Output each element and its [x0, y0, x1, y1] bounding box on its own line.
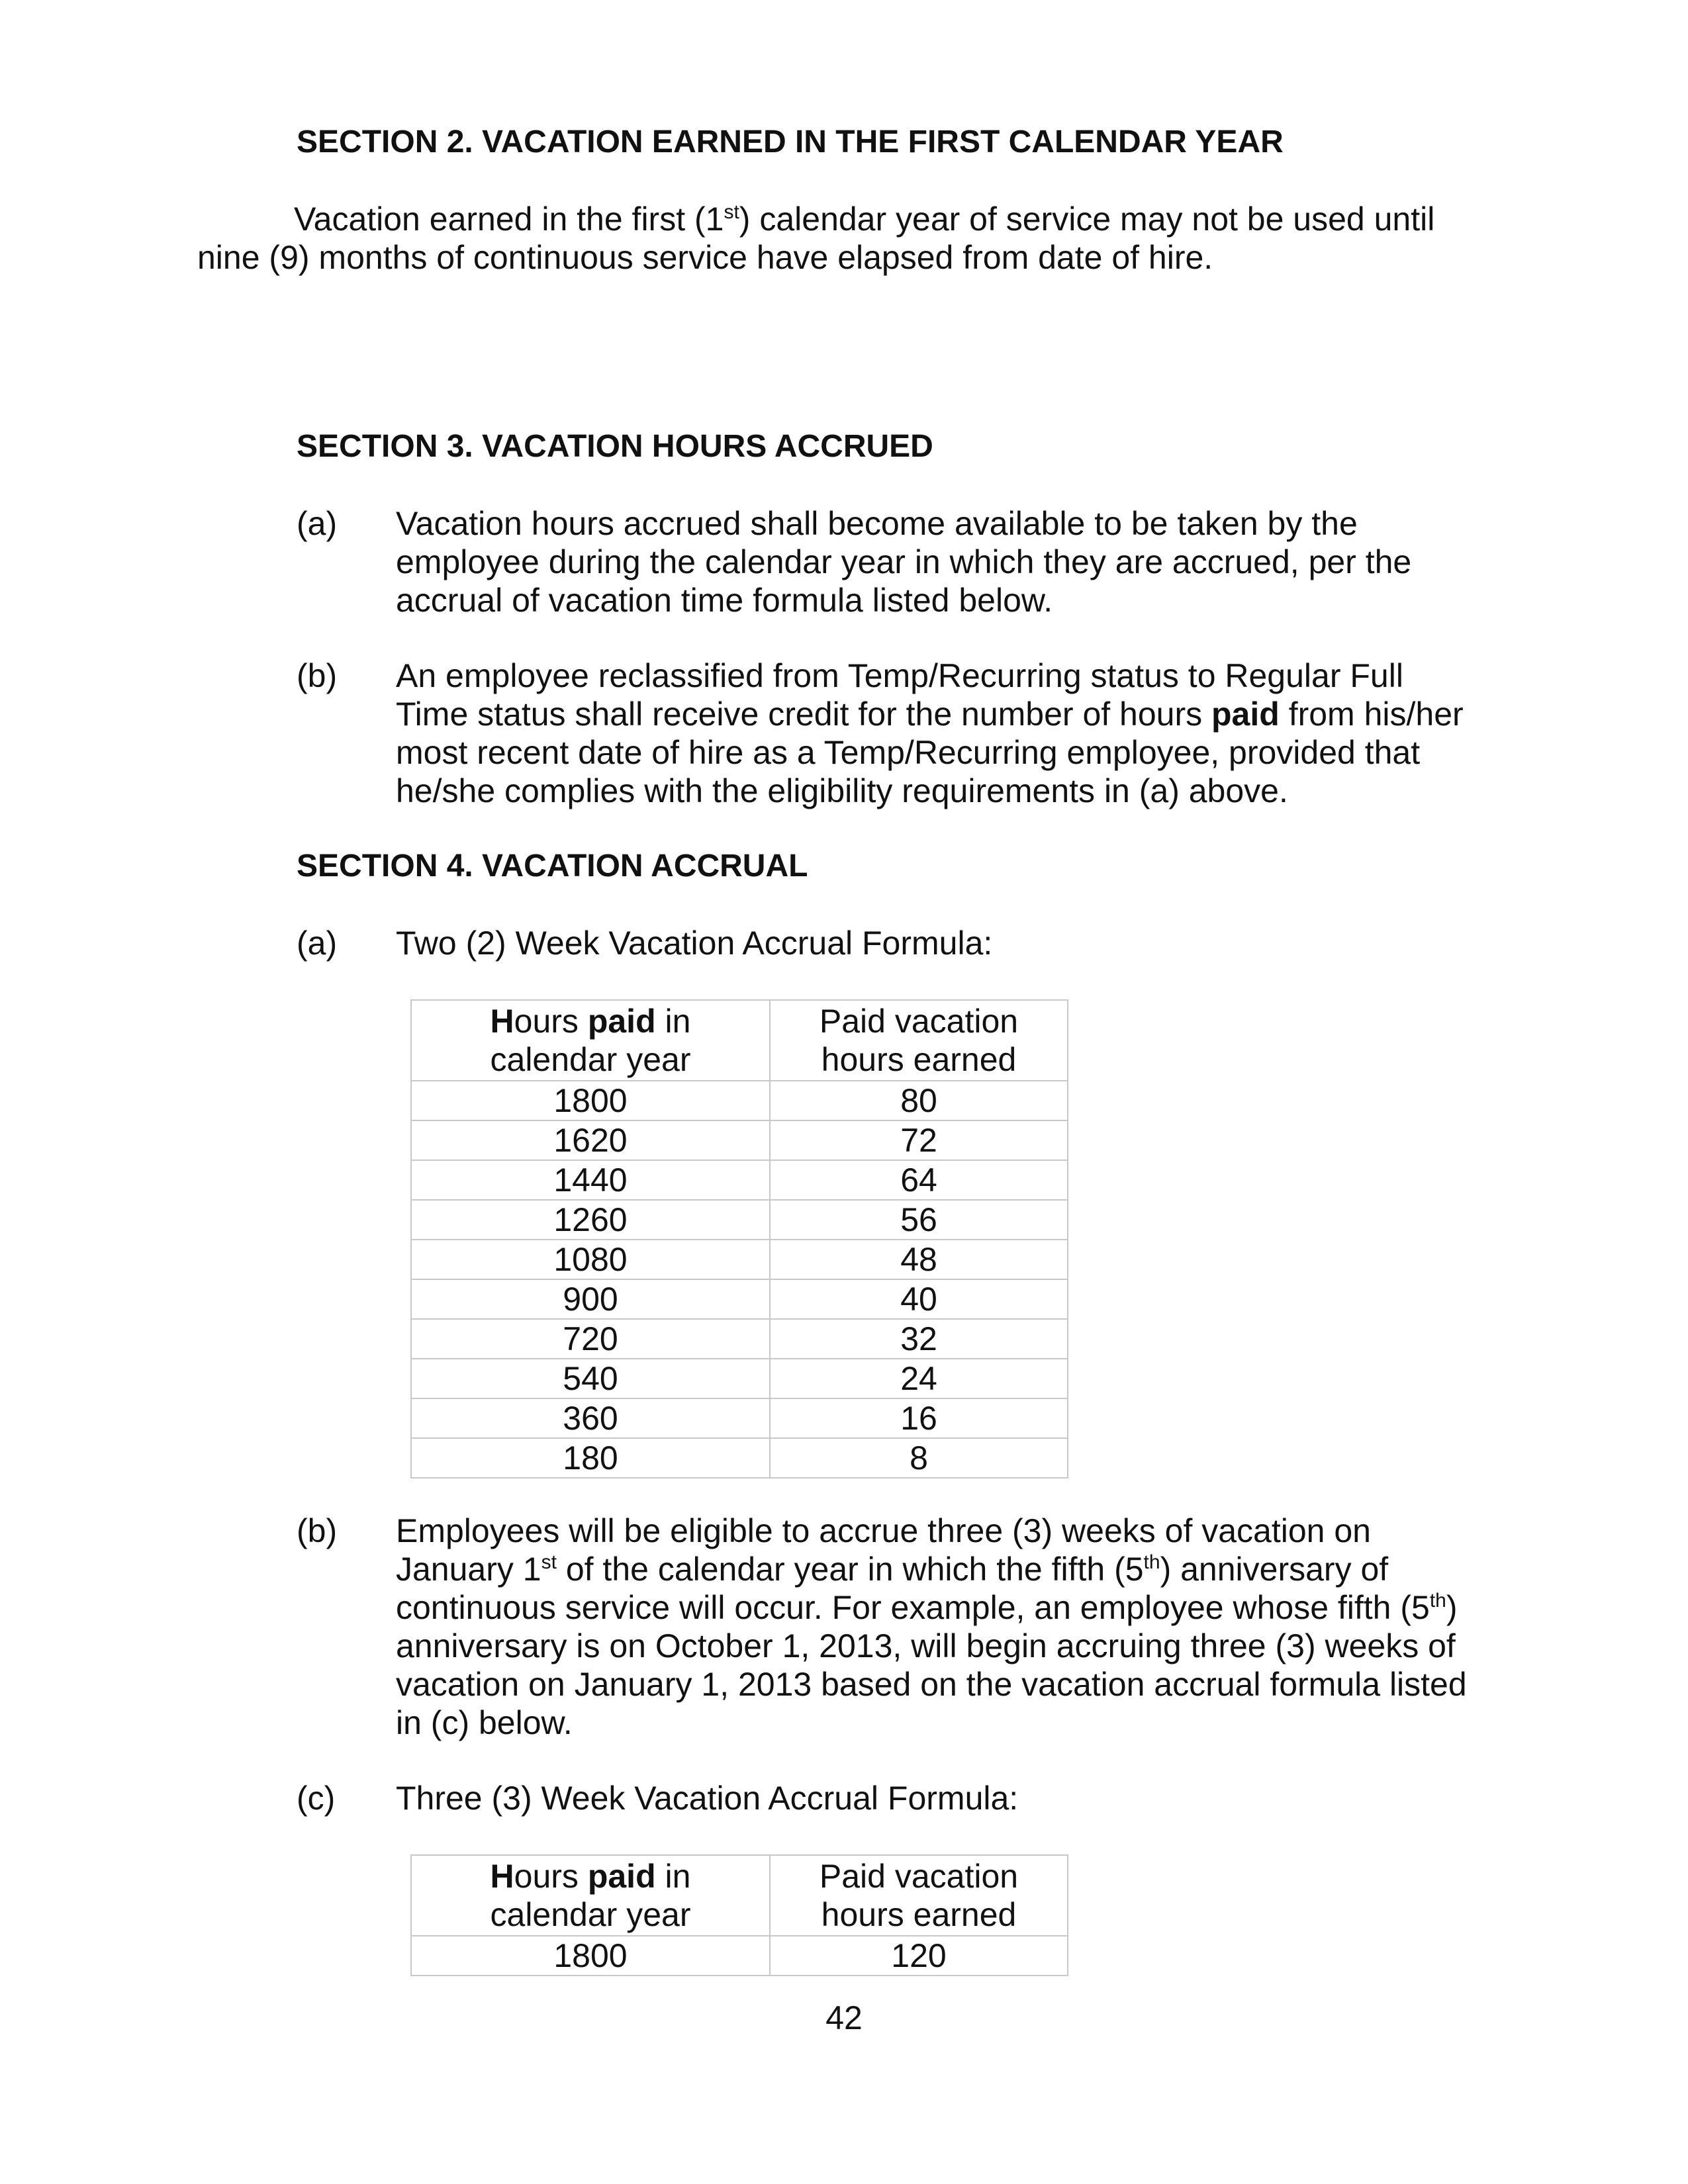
section-2-text-start: Vacation earned in the first (1	[294, 201, 724, 238]
item-text: Vacation hours accrued shall become available to be taken by the employee during the calendar year in which they are accrued, per the accrual of vacation time formula listed below.	[396, 505, 1412, 619]
table-row	[411, 1319, 1068, 1359]
hours-paid-cell: 900	[411, 1279, 770, 1319]
table-row	[411, 1120, 1068, 1160]
item-label: (a)	[297, 925, 338, 962]
table-header-row	[411, 1855, 1068, 1936]
header-text-part: calendar year	[490, 1041, 691, 1078]
table-row	[411, 1240, 1068, 1279]
item-text: Two (2) Week Vacation Accrual Formula:	[396, 925, 993, 962]
table-row	[411, 1438, 1068, 1478]
hours-paid-cell: 1800	[411, 1081, 770, 1120]
vacation-hours-cell: 56	[770, 1200, 1068, 1240]
header-text-part: ours	[514, 1003, 588, 1040]
table-row	[411, 1936, 1068, 1976]
table-header-row	[411, 1000, 1068, 1081]
hours-paid-cell: 1800	[411, 1936, 770, 1976]
hours-paid-cell: 360	[411, 1398, 770, 1438]
table-row	[411, 1160, 1068, 1200]
section-3-item-b	[297, 657, 1475, 810]
hours-paid-cell: 180	[411, 1438, 770, 1478]
item-label: (b)	[297, 1512, 338, 1549]
table-row	[411, 1279, 1068, 1319]
ordinal-suffix: th	[1429, 1590, 1446, 1612]
item-label: (b)	[297, 657, 338, 694]
section-3-item-a	[297, 504, 1475, 619]
header-text-part: paid	[587, 1003, 656, 1040]
section-4-item-c	[297, 1779, 1475, 1817]
item-text-part: ) anniversary is on October 1, 2013, will begin accruing three (3) weeks of vacation on January 1, 2013 based on the vacation accrual formula listed in (c) below.	[396, 1589, 1467, 1741]
section-2-heading: SECTION 2. VACATION EARNED IN THE FIRST CALENDAR YEAR	[297, 124, 1284, 159]
vacation-hours-cell: 24	[770, 1359, 1068, 1398]
vacation-hours-cell: 80	[770, 1081, 1068, 1120]
header-text-part: Paid vacation	[819, 1858, 1019, 1895]
header-paid-vacation	[770, 1000, 1068, 1081]
table-row	[411, 1081, 1068, 1120]
item-text	[396, 657, 1472, 810]
hours-paid-cell: 1080	[411, 1240, 770, 1279]
item-text-part: ) anniversary of continuous service will occur. For example, an employee whose fifth (5	[396, 1551, 1430, 1626]
table-row	[411, 1200, 1068, 1240]
vacation-hours-cell: 120	[770, 1936, 1068, 1976]
header-text-part: hours earned	[821, 1041, 1017, 1078]
hours-paid-cell: 1620	[411, 1120, 770, 1160]
item-text-part: Employees will be eligible to accrue three (3) weeks of vacation on January 1	[396, 1512, 1371, 1588]
table-row	[411, 1398, 1068, 1438]
vacation-hours-cell: 72	[770, 1120, 1068, 1160]
section-2-paragraph	[197, 200, 1468, 277]
header-text-part: H	[490, 1003, 514, 1040]
item-text: Three (3) Week Vacation Accrual Formula:	[396, 1780, 1019, 1817]
section-3-heading: SECTION 3. VACATION HOURS ACCRUED	[297, 429, 933, 464]
item-text	[396, 1512, 1472, 1742]
item-label: (a)	[297, 505, 338, 542]
item-text-start: An employee reclassified from Temp/Recurring status to Regular Full Time status shall receive credit for the number of hours	[396, 657, 1403, 733]
item-label: (c)	[297, 1780, 336, 1817]
vacation-hours-cell: 16	[770, 1398, 1068, 1438]
vacation-hours-cell: 40	[770, 1279, 1068, 1319]
item-text-end: from his/her most recent date of hire as a Temp/Recurring employee, provided that he/she complies with the eligibility requirements in (a) above.	[396, 696, 1464, 809]
header-hours-paid	[411, 1000, 770, 1081]
header-text-part: ours	[514, 1858, 588, 1895]
vacation-hours-cell: 32	[770, 1319, 1068, 1359]
vacation-hours-cell: 48	[770, 1240, 1068, 1279]
header-text-part: paid	[587, 1858, 656, 1895]
ordinal-suffix: st	[541, 1551, 557, 1573]
hours-paid-cell: 540	[411, 1359, 770, 1398]
item-text-part: of the calendar year in which the fifth (5	[556, 1551, 1144, 1588]
page-number: 42	[825, 1999, 863, 2036]
vacation-hours-cell: 64	[770, 1160, 1068, 1200]
header-hours-paid	[411, 1855, 770, 1936]
section-4-item-b	[297, 1512, 1475, 1742]
header-text-part: H	[490, 1858, 514, 1895]
header-text-part: Paid vacation	[819, 1003, 1019, 1040]
table-row	[411, 1359, 1068, 1398]
header-text-part: in	[655, 1858, 691, 1895]
header-text-part: calendar year	[490, 1896, 691, 1933]
ordinal-suffix: st	[724, 201, 739, 223]
header-text-part: hours earned	[821, 1896, 1017, 1933]
header-paid-vacation	[770, 1855, 1068, 1936]
three-week-accrual-table	[410, 1854, 1068, 1976]
section-2-text-end: ) calendar year of service may not be used until nine (9) months of continuous service have elapsed from date of hire.	[197, 201, 1435, 276]
vacation-hours-cell: 8	[770, 1438, 1068, 1478]
hours-paid-cell: 1440	[411, 1160, 770, 1200]
ordinal-suffix: th	[1143, 1551, 1160, 1573]
hours-paid-cell: 720	[411, 1319, 770, 1359]
header-text-part: in	[655, 1003, 691, 1040]
section-4-heading: SECTION 4. VACATION ACCRUAL	[297, 848, 808, 884]
hours-paid-cell: 1260	[411, 1200, 770, 1240]
two-week-accrual-table	[410, 999, 1068, 1479]
section-4-item-a	[297, 924, 1475, 962]
bold-word-paid: paid	[1211, 696, 1280, 733]
